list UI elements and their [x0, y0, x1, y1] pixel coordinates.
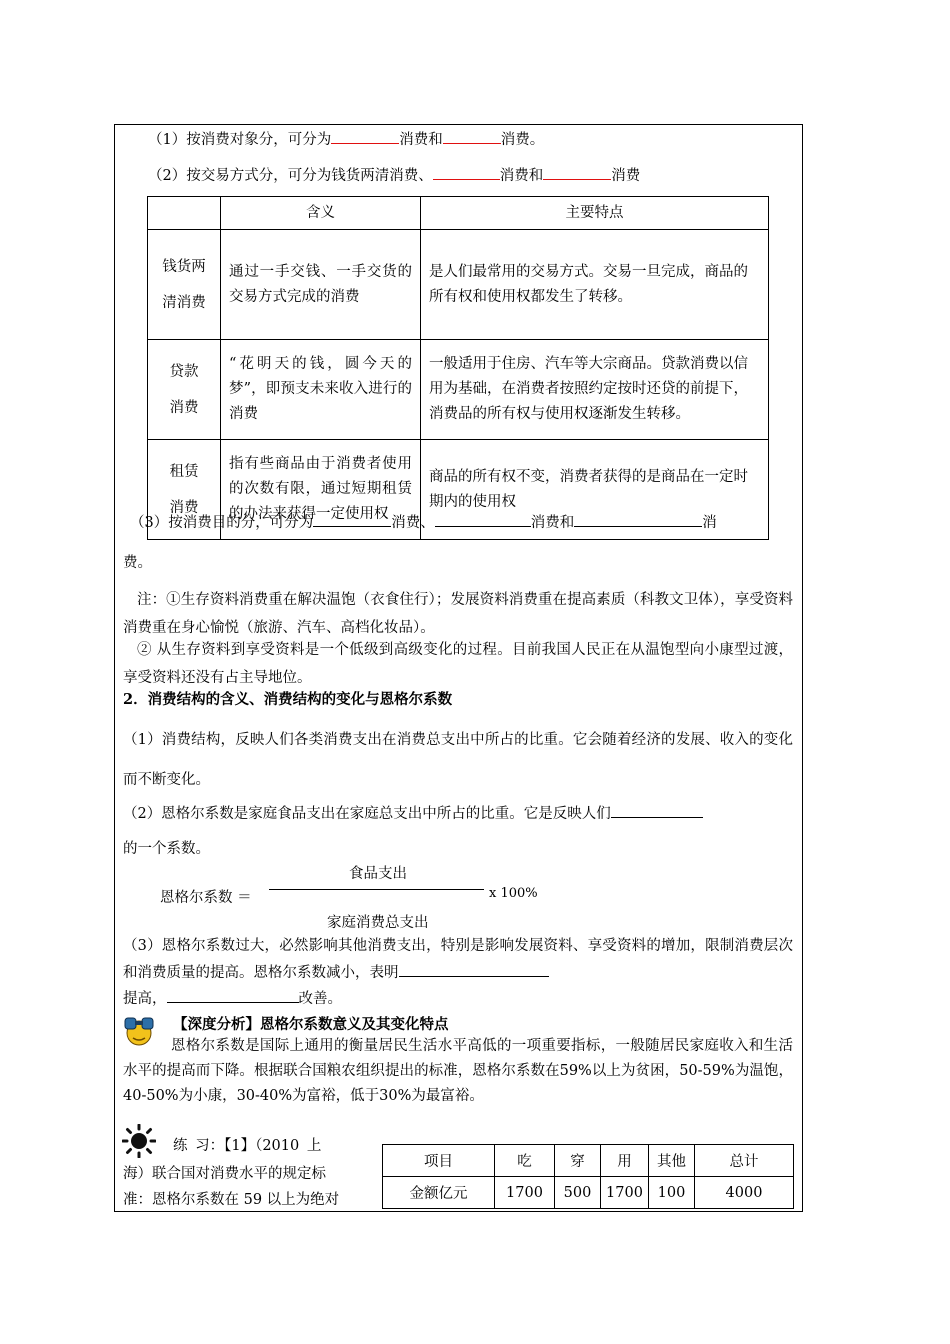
table-cell-feature: 一般适用于住房、汽车等大宗商品。贷款消费以信用为基础，在消费者按照约定按时还贷的前提下，消费品的所有权与使用权逐渐发生转移。 [421, 340, 769, 440]
item2-suffix: 消费 [611, 168, 641, 184]
table-cell: 4000 [695, 1177, 794, 1209]
blank-field[interactable] [331, 129, 399, 144]
item1-prefix: （1）按消费对象分，可分为 [148, 132, 332, 148]
item3-a: 消费、 [391, 515, 435, 531]
section2-title: 2．消费结构的含义、消费结构的变化与恩格尔系数 [123, 691, 453, 708]
exercise-line-1: 练 习：【1】（2010 上 [173, 1138, 322, 1154]
type-line: 消费 [169, 499, 199, 516]
table-cell: 500 [555, 1177, 601, 1209]
table-header: 其他 [649, 1145, 695, 1177]
table-header: 总计 [695, 1145, 794, 1177]
s2-item3-tail-b: 改善。 [298, 991, 342, 1007]
type-line: 租赁 [169, 463, 199, 480]
table-cell-meaning: “花明天的钱，圆今天的梦”，即预支未来收入进行的消费 [221, 340, 421, 440]
item2-mid: 消费和 [499, 168, 544, 184]
blank-field[interactable] [433, 165, 500, 180]
s2-item2-prefix: （2）恩格尔系数是家庭食品支出在家庭总支出中所占的比重。它是反映人们 [123, 806, 611, 822]
table-row [383, 1177, 794, 1209]
table-cell-meaning: 指有些商品由于消费者使用的次数有限，通过短期租赁的办法来获得一定使用权 [221, 440, 421, 540]
type-line: 清消费 [162, 294, 206, 311]
table-cell: 100 [649, 1177, 695, 1209]
item3-line [130, 511, 717, 532]
consumption-type-table [147, 196, 769, 540]
type-line: 贷款 [169, 363, 199, 380]
table-cell-feature: 商品的所有权不变，消费者获得的是商品在一定时期内的使用权 [421, 440, 769, 540]
table-cell-meaning: 通过一手交钱、一手交货的交易方式完成的消费 [221, 230, 421, 340]
blank-field[interactable] [435, 512, 531, 527]
s2-item3-text: （3）恩格尔系数过大，必然影响其他消费支出，特别是影响发展资料、享受资料的增加，限制消费层次和消费质量的提高。恩格尔系数减小，表明 [123, 938, 793, 981]
item2-line [148, 164, 640, 185]
s2-item2-line [123, 802, 703, 823]
table-row [148, 230, 769, 340]
table-cell: 1700 [495, 1177, 555, 1209]
formula-label: 恩格尔系数 ＝ [160, 890, 252, 906]
formula-multiplier: x 100% [489, 886, 538, 901]
exercise-line-3: 准：恩格尔系数在 59 以上为绝对 [123, 1192, 340, 1208]
table-row [148, 340, 769, 440]
table-header: 穿 [555, 1145, 601, 1177]
table-cell-type [148, 230, 221, 340]
blank-field[interactable] [313, 512, 391, 527]
expenditure-table [382, 1144, 794, 1209]
note-2: ② 从生存资料到享受资料是一个低级到高级变化的过程。目前我国人民正在从温饱型向小康型过渡，享受资料还没有占主导地位。 [123, 642, 793, 686]
table-cell: 1700 [601, 1177, 649, 1209]
analysis-title: 【深度分析】恩格尔系数意义及其变化特点 [173, 1016, 449, 1033]
s2-item2-suffix: 的一个系数。 [123, 841, 210, 857]
blank-field[interactable] [399, 962, 549, 977]
type-line: 钱货两 [162, 258, 206, 275]
s2-item1: （1）消费结构，反映人们各类消费支出在消费总支出中所占的比重。它会随着经济的发展、收入的变化而不断变化。 [123, 732, 793, 788]
table-cell-feature: 是人们最常用的交易方式。交易一旦完成，商品的所有权和使用权都发生了转移。 [421, 230, 769, 340]
analysis-text: 恩格尔系数是国际上通用的衡量居民生活水平高低的一项重要指标，一般随居民家庭收入和生活水平的提高而下降。根据联合国粮农组织提出的标准，恩格尔系数在59%以上为贫困，50-59%为温饱，40-50%为小康，30-40%为富裕，低于30%为最富裕。 [123, 1038, 793, 1104]
table-header [148, 197, 221, 230]
table-cell-type [148, 340, 221, 440]
formula-denominator: 家庭消费总支出 [327, 915, 429, 931]
item1-line [148, 128, 544, 149]
s2-item3-tail-a: 提高， [123, 991, 167, 1007]
s2-item3 [123, 933, 793, 987]
item3-c: 消 [702, 515, 717, 531]
item2-prefix: （2）按交易方式分，可分为钱货两清消费、 [148, 168, 433, 184]
blank-field[interactable] [167, 988, 299, 1003]
sun-icon [122, 1124, 156, 1158]
table-header: 含义 [221, 197, 421, 230]
fraction-line [269, 889, 484, 890]
table-header: 主要特点 [421, 197, 769, 230]
blank-field[interactable] [574, 512, 702, 527]
blank-field[interactable] [543, 165, 611, 180]
s2-item3-tail [123, 987, 342, 1008]
table-header: 吃 [495, 1145, 555, 1177]
item3-prefix: （3）按消费目的分，可分为 [130, 515, 314, 531]
item3-tail: 费。 [123, 555, 152, 571]
formula-numerator: 食品支出 [349, 866, 407, 882]
blank-field[interactable] [443, 129, 501, 144]
table-header-row [383, 1145, 794, 1177]
exercise-line-2: 海）联合国对消费水平的规定标 [123, 1166, 326, 1182]
item1-suffix: 消费。 [500, 132, 545, 148]
type-line: 消费 [169, 399, 199, 416]
table-cell: 金额亿元 [383, 1177, 495, 1209]
blank-field[interactable] [611, 803, 703, 818]
note-1: 注：①生存资料消费重在解决温饱（衣食住行）；发展资料消费重在提高素质（科教文卫体），享受资料消费重在身心愉悦（旅游、汽车、高档化妆品）。 [123, 592, 793, 636]
table-header: 用 [601, 1145, 649, 1177]
item1-mid: 消费和 [399, 132, 443, 148]
table-header-row [148, 197, 769, 230]
item3-b: 消费和 [530, 515, 575, 531]
table-header: 项目 [383, 1145, 495, 1177]
